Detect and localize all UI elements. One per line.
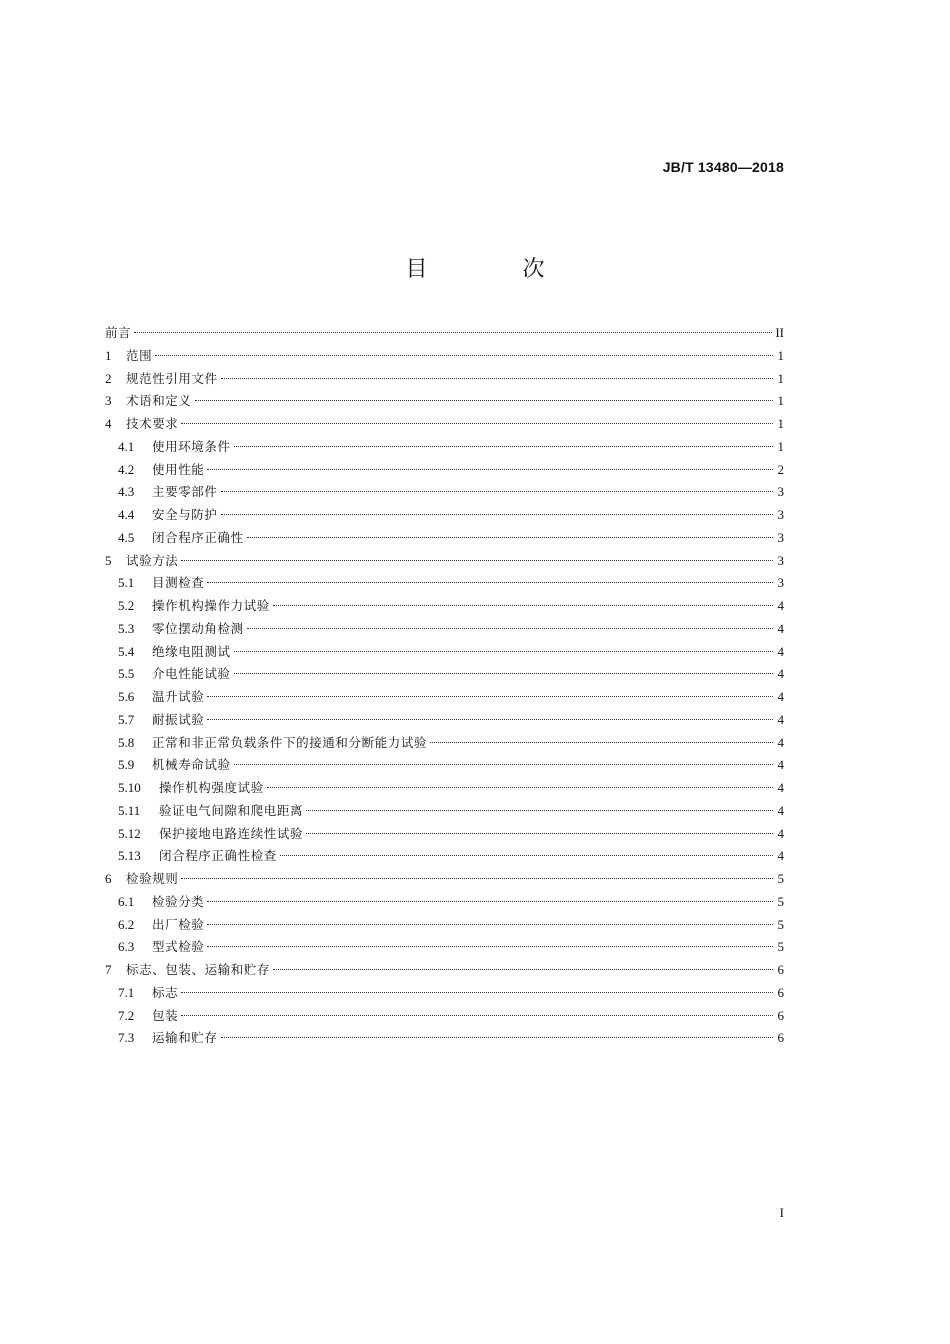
toc-entry-label: 标志 <box>152 984 179 1000</box>
toc-entry[interactable] <box>105 936 784 959</box>
toc-entry-label: 检验规则 <box>126 871 179 886</box>
toc-entry-number: 5.13 <box>118 848 141 864</box>
toc-entry[interactable] <box>105 322 784 345</box>
toc-entry-number: 6.3 <box>118 939 135 955</box>
toc-dot-leader <box>181 560 773 561</box>
toc-entry-page: 3 <box>777 552 784 568</box>
toc-entry-number: 5.9 <box>118 757 135 773</box>
toc-entry-number: 4.4 <box>118 507 135 522</box>
toc-entry-page: 6 <box>777 984 784 1000</box>
toc-dot-leader <box>207 719 773 720</box>
toc-dot-leader <box>155 355 773 356</box>
toc-entry-label: 机械寿命试验 <box>152 757 231 773</box>
toc-entry-page: 1 <box>777 438 784 454</box>
toc-entry-label: 包装 <box>152 1007 179 1023</box>
toc-entry-label: 试验方法 <box>126 552 179 568</box>
toc-entry-number: 5.1 <box>118 575 135 591</box>
toc-dot-leader <box>181 992 773 993</box>
toc-entry[interactable] <box>105 1005 784 1028</box>
toc-entry[interactable] <box>105 845 784 868</box>
toc-entry-page: 6 <box>777 962 784 977</box>
toc-entry[interactable] <box>105 686 784 709</box>
toc-entry-number: 2 <box>105 370 112 386</box>
toc-dot-leader <box>221 1037 773 1038</box>
toc-entry-number: 5.10 <box>118 780 141 795</box>
toc-entry[interactable] <box>105 914 784 937</box>
toc-entry-page: 3 <box>777 507 784 522</box>
document-code: JB/T 13480—2018 <box>662 159 784 175</box>
toc-entry-label: 主要零部件 <box>152 484 218 500</box>
toc-entry[interactable] <box>105 459 784 482</box>
toc-entry-page: 2 <box>777 461 784 477</box>
toc-entry-label: 正常和非正常负载条件下的接通和分断能力试验 <box>152 734 428 750</box>
toc-entry[interactable] <box>105 891 784 914</box>
toc-dot-leader <box>247 628 773 629</box>
toc-dot-leader <box>280 855 773 856</box>
toc-entry[interactable] <box>105 709 784 732</box>
toc-entry-label: 出厂检验 <box>152 916 205 932</box>
toc-entry-page: 3 <box>777 529 784 545</box>
toc-entry-number: 4.3 <box>118 484 135 500</box>
toc-entry-page: 5 <box>777 939 784 955</box>
toc-dot-leader <box>181 1015 773 1016</box>
toc-entry-page: 4 <box>777 780 784 795</box>
toc-entry-page: 4 <box>777 643 784 659</box>
toc-entry-label: 零位摆动角检测 <box>152 620 244 636</box>
toc-dot-leader <box>207 582 773 583</box>
toc-entry[interactable] <box>105 504 784 527</box>
toc-entry-page: 4 <box>777 689 784 704</box>
toc-entry[interactable] <box>105 868 784 891</box>
toc-entry-number: 6 <box>105 871 112 886</box>
toc-entry-page: 5 <box>777 916 784 932</box>
toc-dot-leader <box>430 742 773 743</box>
toc-entry[interactable] <box>105 1027 784 1050</box>
toc-dot-leader <box>234 446 773 447</box>
toc-dot-leader <box>207 924 773 925</box>
page-title: 目 次 <box>405 257 589 282</box>
toc-entry-label: 技术要求 <box>126 416 179 431</box>
toc-entry-number: 5.8 <box>118 734 135 750</box>
toc-entry[interactable] <box>105 481 784 504</box>
toc-dot-leader <box>273 969 773 970</box>
toc-entry[interactable] <box>105 663 784 686</box>
toc-entry-number: 5.2 <box>118 598 135 613</box>
toc-entry-number: 7.3 <box>118 1030 135 1046</box>
toc-entry-label: 闭合程序正确性 <box>152 529 244 545</box>
toc-entry-page: 1 <box>777 393 784 409</box>
toc-dot-leader <box>207 469 773 470</box>
toc-entry[interactable] <box>105 390 784 413</box>
toc-entry-page: II <box>775 325 784 340</box>
toc-entry-page: 5 <box>777 893 784 909</box>
toc-entry[interactable] <box>105 345 784 368</box>
toc-entry-number: 5.11 <box>118 802 141 818</box>
toc-entry-label: 操作机构强度试验 <box>159 780 264 795</box>
toc-dot-leader <box>234 764 773 765</box>
toc-entry[interactable] <box>105 754 784 777</box>
toc-entry-page: 4 <box>777 825 784 841</box>
toc-entry-label: 介电性能试验 <box>152 666 231 682</box>
toc-entry-number: 3 <box>105 393 112 409</box>
toc-entry-label: 耐振试验 <box>152 711 205 727</box>
toc-entry-number: 4.5 <box>118 529 135 545</box>
toc-dot-leader <box>234 673 773 674</box>
toc-entry-label: 绝缘电阻测试 <box>152 643 231 659</box>
toc-dot-leader <box>207 901 773 902</box>
toc-entry[interactable] <box>105 595 784 618</box>
toc-entry-page: 1 <box>777 347 784 363</box>
toc-dot-leader <box>207 696 773 697</box>
toc-entry-number: 5.4 <box>118 643 135 659</box>
toc-entry[interactable] <box>105 732 784 755</box>
toc-entry-page: 4 <box>777 620 784 636</box>
toc-dot-leader <box>207 946 773 947</box>
toc-entry-number: 5 <box>105 552 112 568</box>
toc-entry-number: 7 <box>105 962 112 977</box>
toc-entry-number: 4 <box>105 416 112 431</box>
toc-entry-page: 4 <box>777 734 784 750</box>
toc-entry[interactable] <box>105 527 784 550</box>
toc-entry[interactable] <box>105 641 784 664</box>
toc-entry-label: 目测检查 <box>152 575 205 591</box>
toc-entry-label: 范围 <box>126 347 153 363</box>
toc-entry-number: 5.5 <box>118 666 135 682</box>
toc-entry-label: 保护接地电路连续性试验 <box>159 825 304 841</box>
toc-dot-leader <box>306 810 773 811</box>
toc-entry[interactable] <box>105 618 784 641</box>
toc-entry-page: 1 <box>777 370 784 386</box>
toc-entry-number: 6.2 <box>118 916 135 932</box>
toc-entry-number: 5.3 <box>118 620 135 636</box>
toc-entry-page: 1 <box>777 416 784 431</box>
toc-entry-number: 7.1 <box>118 984 135 1000</box>
toc-entry-number: 5.6 <box>118 689 135 704</box>
toc-entry[interactable] <box>105 436 784 459</box>
toc-entry[interactable] <box>105 572 784 595</box>
toc-entry-label: 前言 <box>105 325 132 340</box>
toc-entry[interactable] <box>105 413 784 436</box>
toc-entry-number: 5.7 <box>118 711 135 727</box>
toc-entry-label: 规范性引用文件 <box>126 370 218 386</box>
toc-entry[interactable] <box>105 959 784 982</box>
toc-dot-leader <box>306 833 773 834</box>
toc-entry-page: 6 <box>777 1007 784 1023</box>
toc-entry-label: 运输和贮存 <box>152 1030 218 1046</box>
toc-entry-number: 1 <box>105 347 112 363</box>
page-number: I <box>779 1205 784 1220</box>
toc-entry-label: 标志、包装、运输和贮存 <box>126 962 271 977</box>
toc-entry-page: 6 <box>777 1030 784 1046</box>
toc-entry-page: 4 <box>777 711 784 727</box>
toc-entry-label: 检验分类 <box>152 893 205 909</box>
toc-entry[interactable] <box>105 823 784 846</box>
toc-dot-leader <box>181 423 773 424</box>
toc-entry-label: 术语和定义 <box>126 393 192 409</box>
toc-entry-page: 5 <box>777 871 784 886</box>
toc-entry-label: 验证电气间隙和爬电距离 <box>159 802 304 818</box>
toc-entry[interactable] <box>105 777 784 800</box>
toc-entry-label: 温升试验 <box>152 689 205 704</box>
toc-entry-label: 安全与防护 <box>152 507 218 522</box>
toc-dot-leader <box>221 491 773 492</box>
toc-entry-number: 6.1 <box>118 893 135 909</box>
toc-dot-leader <box>181 878 773 879</box>
toc-dot-leader <box>134 332 772 333</box>
toc-entry-number: 7.2 <box>118 1007 135 1023</box>
table-of-contents <box>105 322 784 1050</box>
toc-entry[interactable] <box>105 982 784 1005</box>
toc-entry-number: 4.1 <box>118 438 135 454</box>
toc-dot-leader <box>221 514 773 515</box>
toc-entry-label: 型式检验 <box>152 939 205 955</box>
toc-entry-page: 4 <box>777 757 784 773</box>
toc-dot-leader <box>195 400 773 401</box>
toc-entry-page: 4 <box>777 666 784 682</box>
toc-entry-number: 4.2 <box>118 461 135 477</box>
toc-entry[interactable] <box>105 368 784 391</box>
toc-entry-label: 操作机构操作力试验 <box>152 598 270 613</box>
toc-entry-label: 使用环境条件 <box>152 438 231 454</box>
toc-dot-leader <box>267 787 773 788</box>
toc-entry-page: 4 <box>777 598 784 613</box>
toc-entry-number: 5.12 <box>118 825 141 841</box>
toc-entry[interactable] <box>105 800 784 823</box>
toc-entry-label: 使用性能 <box>152 461 205 477</box>
toc-entry-page: 3 <box>777 484 784 500</box>
toc-dot-leader <box>234 651 773 652</box>
toc-dot-leader <box>273 605 773 606</box>
toc-entry-page: 4 <box>777 802 784 818</box>
toc-dot-leader <box>221 378 773 379</box>
toc-entry[interactable] <box>105 550 784 573</box>
toc-dot-leader <box>247 537 773 538</box>
toc-entry-label: 闭合程序正确性检查 <box>159 848 277 864</box>
toc-entry-page: 3 <box>777 575 784 591</box>
toc-entry-page: 4 <box>777 848 784 864</box>
